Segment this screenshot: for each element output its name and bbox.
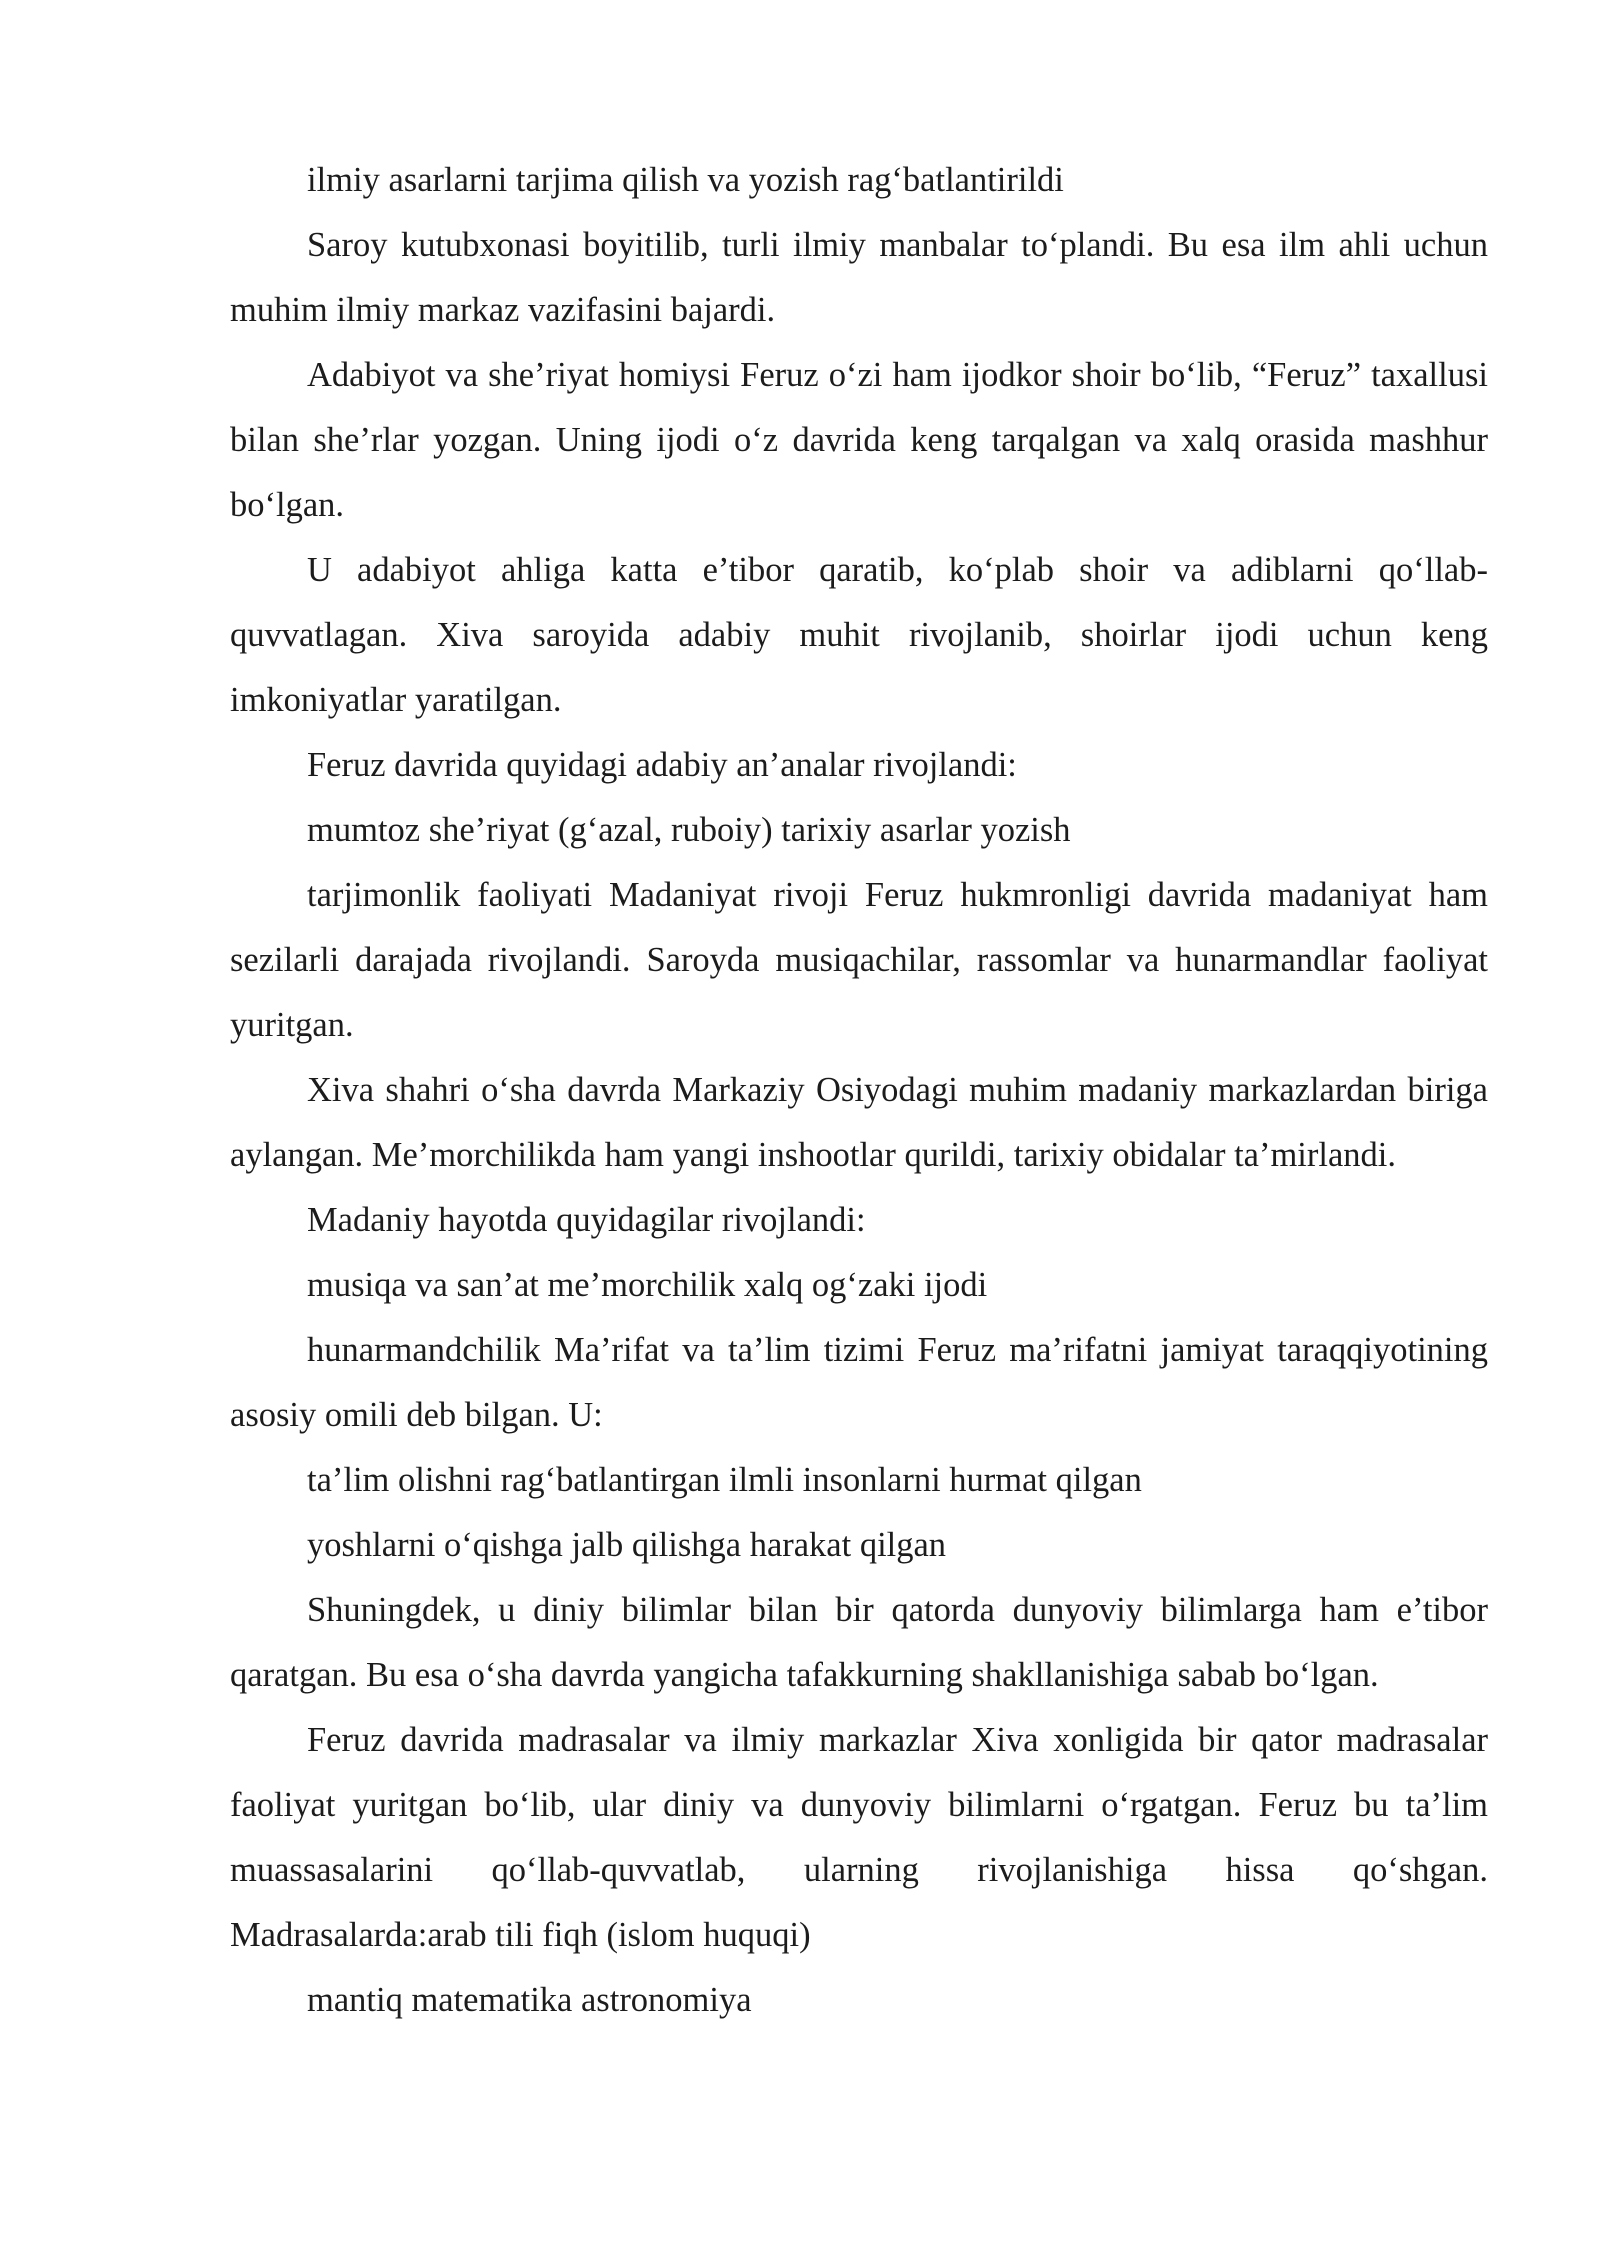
paragraph-6: mumtoz she’riyat (g‘azal, ruboiy) tarixiy asarlar yozish <box>307 811 1071 849</box>
paragraph-2: Saroy kutubxonasi boyitilib, turli ilmiy manbalar to‘plandi. Bu esa ilm ahli uchun muhim ilmiy markaz vazifasini bajardi. <box>230 226 1488 329</box>
paragraph-4: U adabiyot ahliga katta e’tibor qaratib, ko‘plab shoir va adiblarni qo‘llab-quvvatlagan. Xiva saroyida adabiy muhit rivojlanib, shoirlar ijodi uchun keng imkoniyatlar yaratilgan. <box>230 551 1488 719</box>
paragraph-8: Xiva shahri o‘sha davrda Markaziy Osiyodagi muhim madaniy markazlardan biriga aylangan. Me’morchilikda ham yangi inshootlar qurildi, tarixiy obidalar ta’mirlandi. <box>230 1071 1488 1174</box>
paragraph-16: mantiq matematika astronomiya <box>307 1981 752 2019</box>
document-page <box>230 148 1488 2033</box>
paragraph-11: hunarmandchilik Ma’rifat va ta’lim tizimi Feruz ma’rifatni jamiyat taraqqiyotining asosiy omili deb bilgan. U: <box>230 1331 1488 1434</box>
paragraph-1: ilmiy asarlarni tarjima qilish va yozish rag‘batlantirildi <box>307 161 1064 199</box>
paragraph-5: Feruz davrida quyidagi adabiy an’analar rivojlandi: <box>307 746 1017 784</box>
paragraph-15: Feruz davrida madrasalar va ilmiy markazlar Xiva xonligida bir qator madrasalar faoliyat yuritgan bo‘lib, ular diniy va dunyoviy bilimlarni o‘rgatgan. Feruz bu ta’lim muassasalarini qo‘llab-quvvatlab, ularning rivojlanishiga hissa qo‘shgan. Madrasalarda:arab tili fiqh (islom huquqi) <box>230 1721 1488 1954</box>
paragraph-12: ta’lim olishni rag‘batlantirgan ilmli insonlarni hurmat qilgan <box>307 1461 1142 1499</box>
paragraph-13: yoshlarni o‘qishga jalb qilishga harakat qilgan <box>307 1526 947 1564</box>
paragraph-3: Adabiyot va she’riyat homiysi Feruz o‘zi ham ijodkor shoir bo‘lib, “Feruz” taxallusi bilan she’rlar yozgan. Uning ijodi o‘z davrida keng tarqalgan va xalq orasida mashhur bo‘lgan. <box>230 356 1488 524</box>
paragraph-14: Shuningdek, u diniy bilimlar bilan bir qatorda dunyoviy bilimlarga ham e’tibor qaratgan. Bu esa o‘sha davrda yangicha tafakkurning shakllanishiga sabab bo‘lgan. <box>230 1591 1488 1694</box>
paragraph-10: musiqa va san’at me’morchilik xalq og‘zaki ijodi <box>307 1266 988 1304</box>
paragraph-9: Madaniy hayotda quyidagilar rivojlandi: <box>307 1201 866 1239</box>
paragraph-7: tarjimonlik faoliyati Madaniyat rivoji Feruz hukmronligi davrida madaniyat ham sezilarli darajada rivojlandi. Saroyda musiqachilar, rassomlar va hunarmandlar faoliyat yuritgan. <box>230 876 1488 1044</box>
